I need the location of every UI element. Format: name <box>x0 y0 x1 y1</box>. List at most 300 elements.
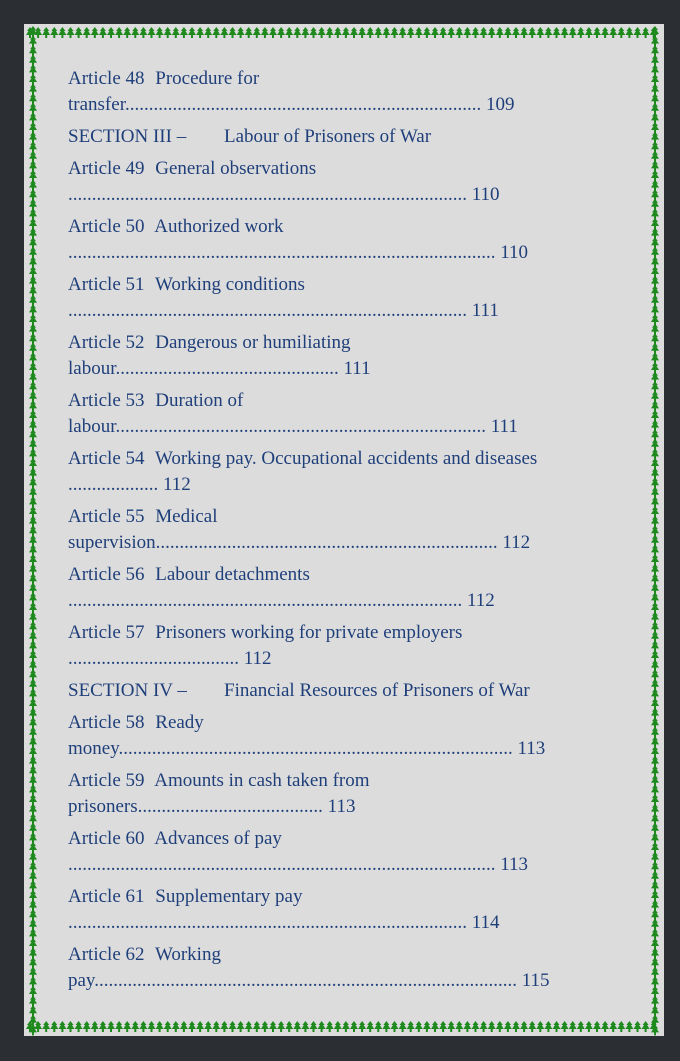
toc-entry <box>68 446 628 498</box>
tree-icon <box>374 27 382 38</box>
toc-entry <box>68 710 628 762</box>
tree-icon <box>512 1021 520 1032</box>
dot-leader: ........................................................................... <box>124 94 482 115</box>
section-title: Financial Resources of Prisoners of War <box>224 680 530 701</box>
tree-icon <box>455 1021 463 1032</box>
tree-icon <box>29 477 37 488</box>
tree-icon <box>29 535 37 546</box>
tree-icon <box>24 1020 664 1034</box>
tree-icon <box>29 804 37 815</box>
tree-icon <box>651 525 659 536</box>
toc-entry <box>68 388 628 440</box>
tree-icon <box>29 199 37 210</box>
toc-entry-leader-line <box>68 182 628 208</box>
tree-icon <box>29 93 37 104</box>
tree-icon <box>29 544 37 555</box>
tree-icon <box>237 1021 245 1032</box>
tree-icon <box>651 612 659 623</box>
tree-icon <box>651 804 659 815</box>
tree-icon <box>504 1021 512 1032</box>
tree-icon <box>480 1021 488 1032</box>
tree-icon <box>29 583 37 594</box>
tree-icon <box>29 823 37 834</box>
toc-entry <box>68 156 628 208</box>
toc-entry <box>68 826 628 878</box>
tree-icon <box>593 27 601 38</box>
tree-icon <box>651 448 659 459</box>
article-title-continuation: prisoners <box>68 796 138 817</box>
toc-entry <box>68 768 628 820</box>
article-title: Supplementary pay <box>155 886 303 907</box>
tree-icon <box>245 1021 253 1032</box>
tree-icon <box>431 27 439 38</box>
article-title-continuation: labour <box>68 358 116 379</box>
tree-icon <box>29 640 37 651</box>
tree-icon <box>423 27 431 38</box>
article-title: Labour detachments <box>155 564 310 585</box>
tree-icon <box>366 27 374 38</box>
tree-icon <box>350 27 358 38</box>
tree-icon <box>651 208 659 219</box>
tree-icon <box>593 1021 601 1032</box>
tree-icon <box>29 218 37 229</box>
tree-icon <box>172 1021 180 1032</box>
tree-border-left <box>26 24 40 1036</box>
tree-icon <box>651 708 659 719</box>
tree-icon <box>253 1021 261 1032</box>
tree-icon <box>29 871 37 882</box>
tree-icon <box>651 957 659 968</box>
tree-icon <box>651 381 659 392</box>
tree-icon <box>293 27 301 38</box>
dot-leader: ................... <box>68 474 159 495</box>
tree-icon <box>399 1021 407 1032</box>
page-number: 111 <box>338 358 371 379</box>
tree-icon <box>651 132 659 143</box>
tree-icon <box>651 429 659 440</box>
tree-icon <box>285 27 293 38</box>
tree-icon <box>553 1021 561 1032</box>
tree-icon <box>29 122 37 133</box>
tree-icon <box>651 669 659 680</box>
toc-entry-heading-line <box>68 826 628 852</box>
tree-icon <box>269 1021 277 1032</box>
tree-icon <box>651 535 659 546</box>
dot-leader: ......................................................................................... <box>94 970 517 991</box>
tree-icon <box>156 27 164 38</box>
tree-icon <box>301 1021 309 1032</box>
toc-entry-leader-line <box>68 414 628 440</box>
page-number: 115 <box>516 970 550 991</box>
tree-icon <box>29 996 37 1007</box>
page-number: 114 <box>467 912 500 933</box>
tree-icon <box>29 832 37 843</box>
tree-icon <box>651 295 659 306</box>
tree-icon <box>617 27 625 38</box>
tree-icon <box>651 1015 659 1026</box>
tree-icon <box>29 602 37 613</box>
tree-icon <box>29 352 37 363</box>
tree-icon <box>651 640 659 651</box>
article-number: Article 55 <box>68 506 145 527</box>
toc-entry <box>68 66 628 118</box>
dot-leader: .............................................................................. <box>115 416 486 437</box>
toc-entry-heading-line <box>68 388 628 414</box>
tree-icon <box>651 592 659 603</box>
tree-icon <box>29 650 37 661</box>
tree-icon <box>83 1021 91 1032</box>
tree-icon <box>651 861 659 872</box>
tree-icon <box>29 679 37 690</box>
page-number: 109 <box>481 94 515 115</box>
tree-icon <box>651 842 659 853</box>
tree-icon <box>29 55 37 66</box>
tree-icon <box>651 276 659 287</box>
tree-icon <box>29 900 37 911</box>
tree-icon <box>399 27 407 38</box>
tree-icon <box>29 1005 37 1016</box>
tree-icon <box>648 24 662 1036</box>
tree-icon <box>520 27 528 38</box>
tree-icon <box>651 784 659 795</box>
tree-icon <box>261 27 269 38</box>
toc-entry-heading-line <box>68 678 628 704</box>
tree-icon <box>148 27 156 38</box>
toc-entry <box>68 330 628 382</box>
tree-icon <box>318 27 326 38</box>
tree-icon <box>528 27 536 38</box>
tree-icon <box>91 1021 99 1032</box>
tree-icon <box>651 1024 659 1035</box>
tree-icon <box>29 180 37 191</box>
tree-icon <box>164 1021 172 1032</box>
tree-icon <box>139 1021 147 1032</box>
tree-icon <box>651 324 659 335</box>
tree-icon <box>651 746 659 757</box>
tree-icon <box>651 112 659 123</box>
tree-icon <box>577 1021 585 1032</box>
tree-icon <box>651 256 659 267</box>
table-of-contents <box>68 66 628 1000</box>
tree-icon <box>29 448 37 459</box>
tree-icon <box>310 27 318 38</box>
tree-icon <box>651 420 659 431</box>
tree-icon <box>29 525 37 536</box>
tree-icon <box>651 823 659 834</box>
page-number: 111 <box>486 416 518 437</box>
tree-icon <box>651 602 659 613</box>
tree-icon <box>651 583 659 594</box>
tree-icon <box>188 1021 196 1032</box>
toc-entry-leader-line <box>68 852 628 878</box>
page-number: 113 <box>495 854 529 875</box>
tree-icon <box>609 27 617 38</box>
tree-icon <box>29 727 37 738</box>
tree-icon <box>651 45 659 56</box>
tree-icon <box>58 27 66 38</box>
tree-icon <box>651 343 659 354</box>
tree-icon <box>261 1021 269 1032</box>
tree-icon <box>196 1021 204 1032</box>
article-title-continuation: supervision <box>68 532 156 553</box>
tree-icon <box>651 880 659 891</box>
article-number: Article 52 <box>68 332 145 353</box>
toc-entry-heading-line <box>68 330 628 356</box>
tree-icon <box>123 1021 131 1032</box>
tree-icon <box>107 1021 115 1032</box>
tree-icon <box>651 919 659 930</box>
article-number: Article 61 <box>68 886 145 907</box>
tree-icon <box>609 1021 617 1032</box>
page-number: 112 <box>239 648 272 669</box>
dot-leader: .................................................................................... <box>68 184 467 205</box>
tree-icon <box>212 27 220 38</box>
toc-entry-heading-line <box>68 768 628 794</box>
toc-entry-leader-line <box>68 356 628 382</box>
article-title: Working <box>154 944 221 965</box>
page-number: 111 <box>467 300 499 321</box>
tree-icon <box>651 938 659 949</box>
toc-entry-leader-line <box>68 588 628 614</box>
dot-leader: .......................................................................................... <box>68 854 496 875</box>
tree-icon <box>29 861 37 872</box>
article-number: Article 48 <box>68 68 145 89</box>
tree-icon <box>29 621 37 632</box>
toc-entry-leader-line <box>68 240 628 266</box>
toc-entry-heading-line <box>68 504 628 530</box>
tree-icon <box>651 122 659 133</box>
toc-entry-heading-line <box>68 620 628 646</box>
tree-icon <box>496 27 504 38</box>
dot-leader: ................................................................................... <box>118 738 513 759</box>
tree-icon <box>651 813 659 824</box>
tree-icon <box>651 304 659 315</box>
article-title: Dangerous or humiliating <box>155 332 351 353</box>
article-title-continuation: labour <box>68 416 116 437</box>
tree-icon <box>29 458 37 469</box>
tree-icon <box>651 928 659 939</box>
tree-icon <box>651 410 659 421</box>
article-number: Article 57 <box>68 622 145 643</box>
tree-icon <box>651 468 659 479</box>
dot-leader: .................................... <box>68 648 239 669</box>
toc-entry <box>68 504 628 556</box>
tree-icon <box>651 650 659 661</box>
tree-icon <box>29 151 37 162</box>
tree-icon <box>651 496 659 507</box>
tree-icon <box>415 27 423 38</box>
article-title: Advances of pay <box>154 828 282 849</box>
article-number: Article 58 <box>68 712 145 733</box>
tree-icon <box>29 765 37 776</box>
tree-icon <box>29 372 37 383</box>
tree-icon <box>651 372 659 383</box>
toc-entry-heading-line <box>68 446 628 472</box>
tree-icon <box>29 228 37 239</box>
tree-icon <box>651 967 659 978</box>
dot-leader: ............................................... <box>115 358 339 379</box>
tree-icon <box>29 842 37 853</box>
tree-icon <box>561 27 569 38</box>
tree-icon <box>29 775 37 786</box>
tree-icon <box>75 27 83 38</box>
tree-icon <box>447 27 455 38</box>
tree-icon <box>651 93 659 104</box>
tree-icon <box>455 27 463 38</box>
tree-icon <box>29 631 37 642</box>
tree-icon <box>29 909 37 920</box>
tree-icon <box>29 506 37 517</box>
article-title-continuation: money <box>68 738 119 759</box>
tree-icon <box>29 160 37 171</box>
tree-icon <box>277 27 285 38</box>
tree-icon <box>651 660 659 671</box>
tree-icon <box>488 1021 496 1032</box>
dot-leader: ................................................................................... <box>68 590 463 611</box>
article-number: Article 59 <box>68 770 145 791</box>
tree-icon <box>115 27 123 38</box>
tree-icon <box>29 237 37 248</box>
tree-icon <box>651 160 659 171</box>
tree-icon <box>29 103 37 114</box>
tree-icon <box>29 746 37 757</box>
tree-icon <box>544 27 552 38</box>
tree-icon <box>634 1021 642 1032</box>
tree-icon <box>196 27 204 38</box>
toc-entry-heading-line <box>68 562 628 588</box>
tree-icon <box>29 554 37 565</box>
tree-icon <box>253 27 261 38</box>
tree-icon <box>50 1021 58 1032</box>
tree-icon <box>131 27 139 38</box>
tree-icon <box>651 285 659 296</box>
toc-entry <box>68 214 628 266</box>
tree-icon <box>480 27 488 38</box>
toc-entry-heading-line <box>68 884 628 910</box>
tree-icon <box>212 1021 220 1032</box>
tree-icon <box>651 74 659 85</box>
tree-icon <box>651 871 659 882</box>
article-number: Article 51 <box>68 274 145 295</box>
article-number: Article 60 <box>68 828 145 849</box>
tree-icon <box>29 688 37 699</box>
tree-icon <box>245 27 253 38</box>
tree-icon <box>204 27 212 38</box>
toc-entry-leader-line <box>68 646 628 672</box>
tree-icon <box>358 27 366 38</box>
tree-icon <box>625 1021 633 1032</box>
toc-entry-heading-line <box>68 272 628 298</box>
tree-icon <box>29 890 37 901</box>
tree-icon <box>29 64 37 75</box>
toc-entry-leader-line <box>68 472 628 498</box>
tree-icon <box>172 27 180 38</box>
article-title-continuation: transfer <box>68 94 125 115</box>
tree-icon <box>29 141 37 152</box>
tree-icon <box>42 1021 50 1032</box>
tree-icon <box>651 391 659 402</box>
tree-icon <box>29 26 37 37</box>
tree-icon <box>651 314 659 325</box>
tree-icon <box>382 1021 390 1032</box>
tree-icon <box>651 698 659 709</box>
tree-icon <box>29 948 37 959</box>
tree-icon <box>651 64 659 75</box>
tree-icon <box>651 986 659 997</box>
tree-icon <box>91 27 99 38</box>
toc-entry-heading-line <box>68 710 628 736</box>
tree-icon <box>651 688 659 699</box>
tree-icon <box>131 1021 139 1032</box>
dot-leader: ....................................... <box>137 796 323 817</box>
tree-icon <box>651 400 659 411</box>
tree-icon <box>29 439 37 450</box>
toc-entry-leader-line <box>68 736 628 762</box>
section-title: Labour of Prisoners of War <box>224 126 432 147</box>
article-number: Article 49 <box>68 158 145 179</box>
tree-icon <box>24 26 664 40</box>
tree-icon <box>67 27 75 38</box>
tree-icon <box>391 27 399 38</box>
tree-icon <box>75 1021 83 1032</box>
tree-icon <box>536 1021 544 1032</box>
article-title: Working conditions <box>154 274 305 295</box>
tree-icon <box>431 1021 439 1032</box>
tree-icon <box>651 439 659 450</box>
tree-icon <box>29 285 37 296</box>
tree-icon <box>29 391 37 402</box>
tree-icon <box>651 151 659 162</box>
tree-icon <box>67 1021 75 1032</box>
tree-icon <box>651 141 659 152</box>
section-number: SECTION IV – <box>68 680 187 701</box>
tree-icon <box>29 132 37 143</box>
tree-icon <box>29 880 37 891</box>
toc-entry <box>68 884 628 936</box>
tree-icon <box>334 1021 342 1032</box>
tree-icon <box>29 592 37 603</box>
tree-icon <box>651 794 659 805</box>
tree-icon <box>358 1021 366 1032</box>
tree-icon <box>29 45 37 56</box>
tree-icon <box>342 27 350 38</box>
tree-icon <box>29 1024 37 1035</box>
tree-icon <box>391 1021 399 1032</box>
tree-icon <box>293 1021 301 1032</box>
tree-icon <box>651 487 659 498</box>
tree-icon <box>617 1021 625 1032</box>
tree-icon <box>651 458 659 469</box>
tree-icon <box>651 218 659 229</box>
tree-icon <box>29 381 37 392</box>
tree-icon <box>561 1021 569 1032</box>
tree-icon <box>107 27 115 38</box>
tree-icon <box>350 1021 358 1032</box>
tree-icon <box>139 27 147 38</box>
dot-leader: ........................................................................ <box>155 532 498 553</box>
tree-icon <box>29 208 37 219</box>
tree-icon <box>29 487 37 498</box>
tree-icon <box>651 765 659 776</box>
dot-leader: .................................................................................... <box>68 300 467 321</box>
page-number: 110 <box>495 242 529 263</box>
tree-icon <box>29 276 37 287</box>
tree-icon <box>496 1021 504 1032</box>
tree-icon <box>463 1021 471 1032</box>
article-title: Authorized work <box>154 216 284 237</box>
tree-icon <box>651 717 659 728</box>
tree-icon <box>29 468 37 479</box>
